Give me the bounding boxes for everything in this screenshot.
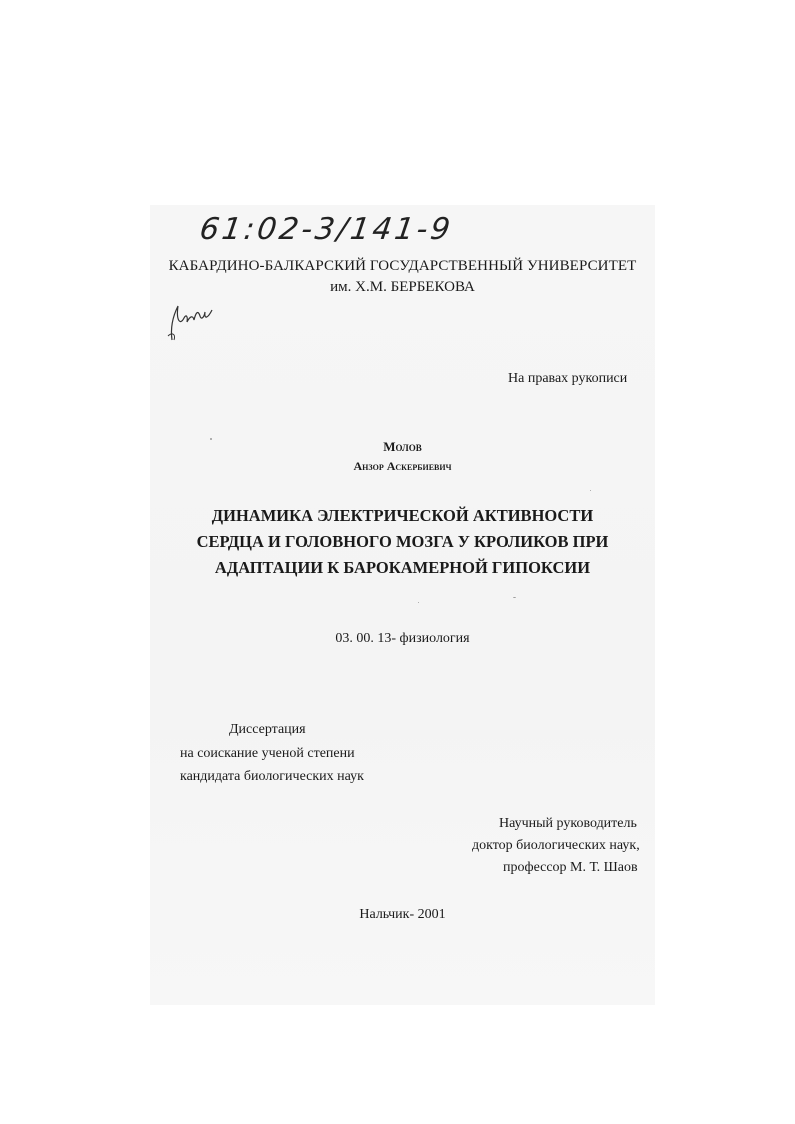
specialty-code: 03. 00. 13- физиология [335, 631, 470, 646]
supervisor-degree: доктор биологических наук, [472, 838, 640, 853]
degree-name: кандидата биологических наук [180, 769, 364, 784]
scan-speck [513, 597, 516, 598]
scanned-page-area [150, 205, 655, 1005]
degree-purpose: на соискание ученой степени [180, 746, 355, 761]
university-named-after: им. Х.М. БЕРБЕКОВА [330, 279, 475, 295]
scan-speck [210, 438, 212, 440]
place-and-year: Нальчик- 2001 [359, 907, 446, 922]
title-line-3: АДАПТАЦИИ К БАРОКАМЕРНОЙ ГИПОКСИИ [214, 558, 591, 577]
title-line-2: СЕРДЦА И ГОЛОВНОГО МОЗГА У КРОЛИКОВ ПРИ [196, 532, 609, 551]
author-surname: Молов [383, 439, 422, 454]
supervisor-role: Научный руководитель [499, 816, 637, 831]
dissertation-label: Диссертация [229, 722, 306, 737]
catalog-number-text: 61:02-3/141-9 [197, 212, 456, 247]
scan-speck [418, 602, 419, 603]
handwritten-catalog-number [197, 212, 480, 264]
handwritten-signature [160, 296, 220, 351]
author-given-names: Анзор Аскербиевич [353, 459, 452, 473]
dissertation-title [150, 503, 655, 581]
supervisor-name: профессор М. Т. Шаов [503, 860, 638, 875]
title-line-1: ДИНАМИКА ЭЛЕКТРИЧЕСКОЙ АКТИВНОСТИ [211, 506, 594, 525]
manuscript-rights-label: На правах рукописи [508, 371, 628, 386]
scan-speck [590, 490, 591, 491]
university-name: КАБАРДИНО-БАЛКАРСКИЙ ГОСУДАРСТВЕННЫЙ УНИВЕРСИТЕТ [168, 258, 637, 274]
